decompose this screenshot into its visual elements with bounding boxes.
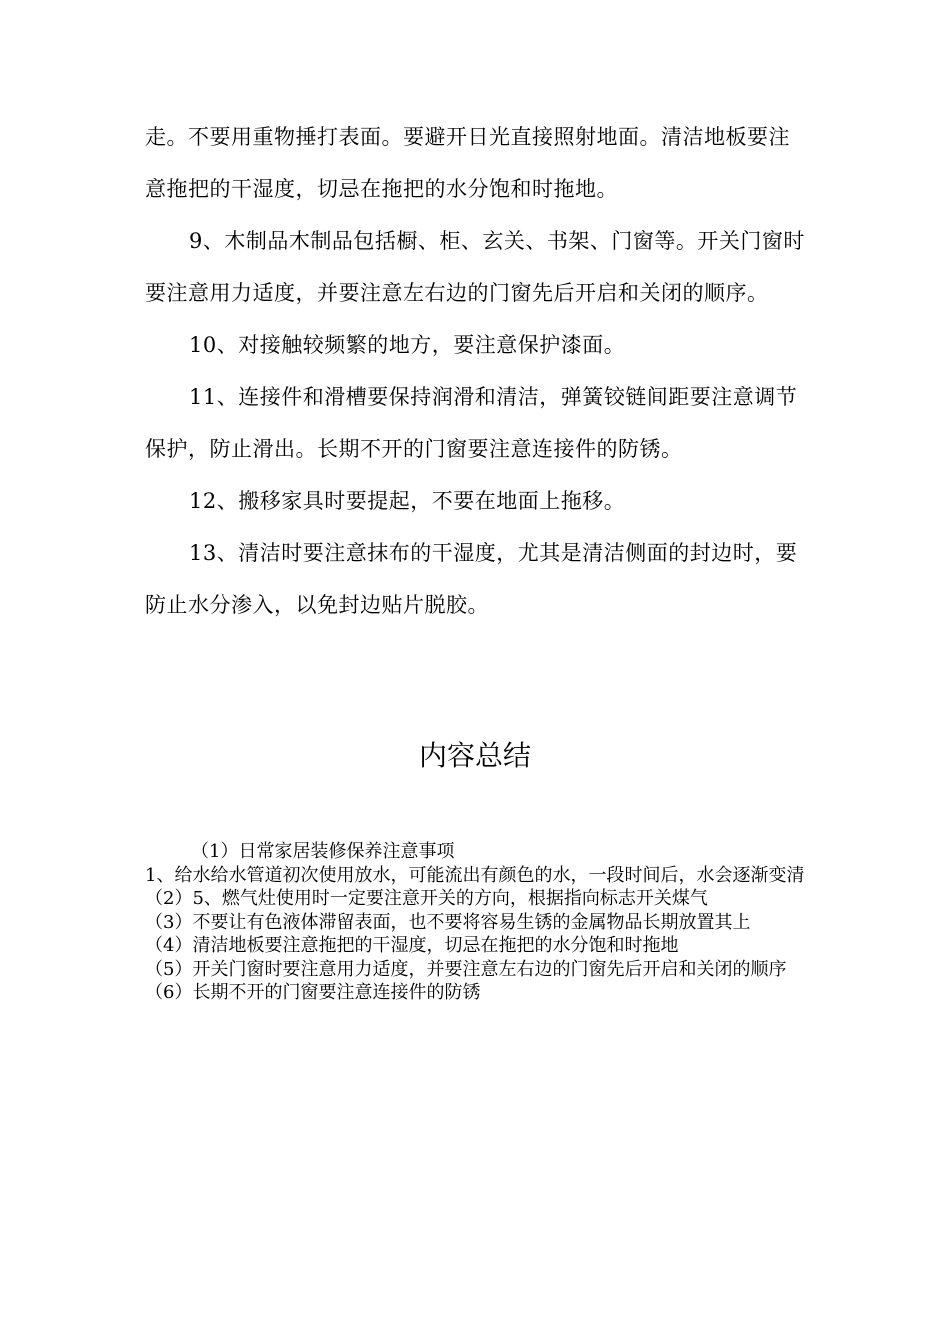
body-text [145, 111, 805, 631]
summary-line: （2）5、燃气灶使用时一定要注意开关的方向，根据指向标志开关煤气 [145, 888, 708, 909]
summary-line: （5）开关门窗时要注意用力适度，并要注意左右边的门窗先后开启和关闭的顺序 [145, 958, 787, 980]
summary-line: 1、给水给水管道初次使用放水，可能流出有颜色的水，一段时间后，水会逐渐变清 [145, 864, 805, 886]
summary-line: （6）长期不开的门窗要注意连接件的防锈 [145, 982, 481, 1003]
summary-list [145, 840, 805, 1005]
item-11-paragraph: 11、连接件和滑槽要保持润滑和清洁，弹簧铰链间距要注意调节保护，防止滑出。长期不开的门窗要注意连接件的防锈。 [145, 385, 798, 461]
summary-title: 内容总结 [418, 739, 531, 772]
summary-line: （4）清洁地板要注意拖把的干湿度，切忌在拖把的水分饱和时拖地 [145, 935, 679, 956]
item-10-paragraph: 10、对接触较频繁的地方，要注意保护漆面。 [189, 333, 626, 357]
item-12-paragraph: 12、搬移家具时要提起，不要在地面上拖移。 [189, 489, 626, 513]
item-13-paragraph: 13、清洁时要注意抹布的干湿度，尤其是清洁侧面的封边时，要防止水分渗入，以免封边贴片脱胶。 [145, 541, 798, 617]
continuation-paragraph: 走。不要用重物捶打表面。要避开日光直接照射地面。清洁地板要注意拖把的干湿度，切忌在拖把的水分饱和时拖地。 [145, 125, 790, 201]
item-9-paragraph: 9、木制品木制品包括橱、柜、玄关、书架、门窗等。开关门窗时要注意用力适度，并要注意左右边的门窗先后开启和关闭的顺序。 [145, 229, 805, 305]
summary-line: （1）日常家居装修保养注意事项 [191, 841, 455, 862]
summary-line: （3）不要让有色液体滞留表面，也不要将容易生锈的金属物品长期放置其上 [145, 911, 751, 933]
